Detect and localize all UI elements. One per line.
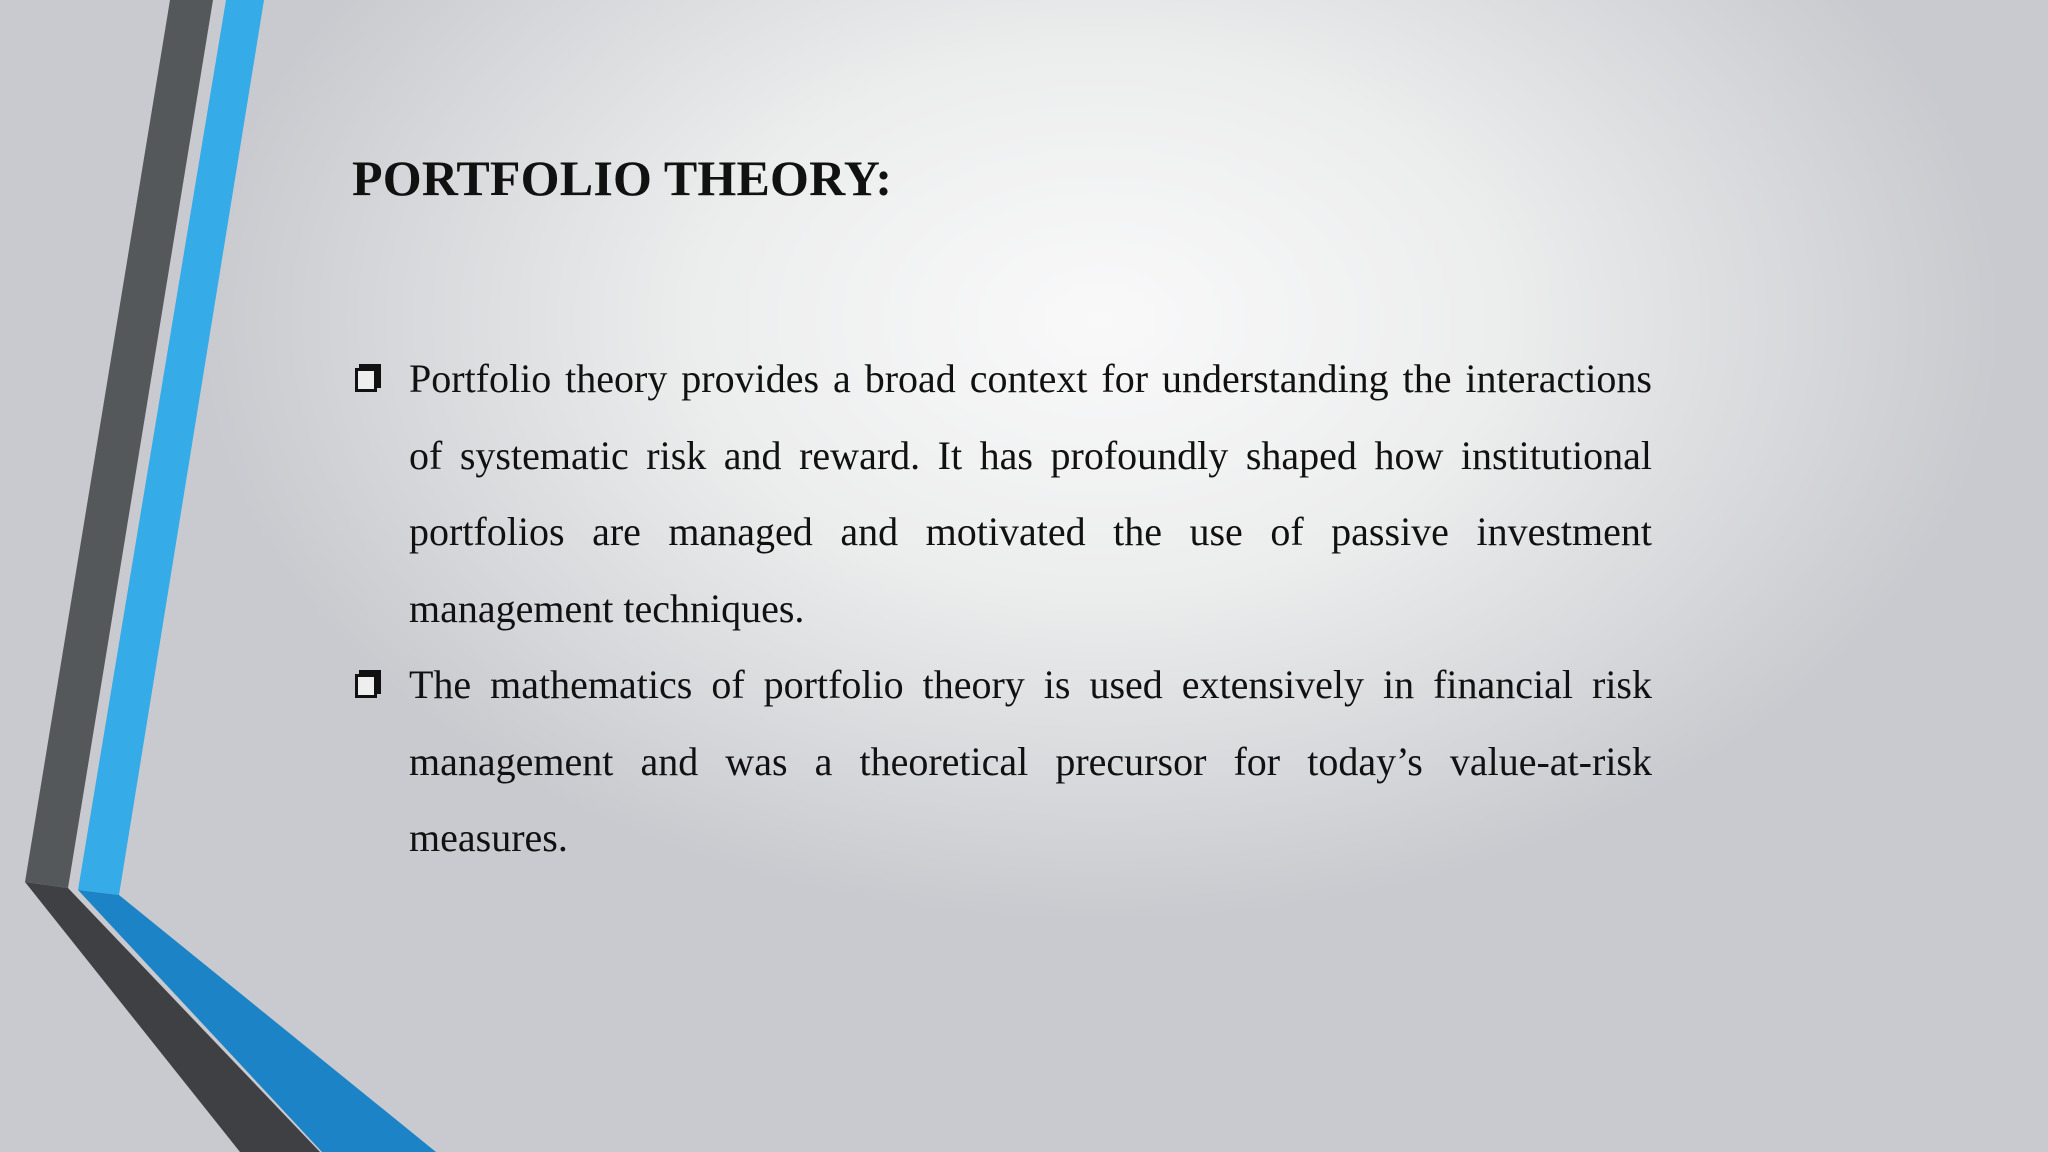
gray-stripe-lower [25,882,320,1152]
slide-title: PORTFOLIO THEORY: [352,150,893,206]
checkbox-square-icon [354,669,382,699]
bullet-item [352,647,1652,877]
bullet-text: The mathematics of portfolio theory is used extensively in financial risk management and was a theoretical precursor for today’s value-at-risk measures. [409,662,1652,860]
bullet-list [352,341,1652,877]
bullet-text: Portfolio theory provides a broad context for understanding the interactions of systematic risk and reward. It has profoundly shaped how institutional portfolios are managed and motivated the use of passive investment management techniques. [409,356,1652,631]
bullet-item [352,341,1652,647]
checkbox-square-icon [354,363,382,393]
